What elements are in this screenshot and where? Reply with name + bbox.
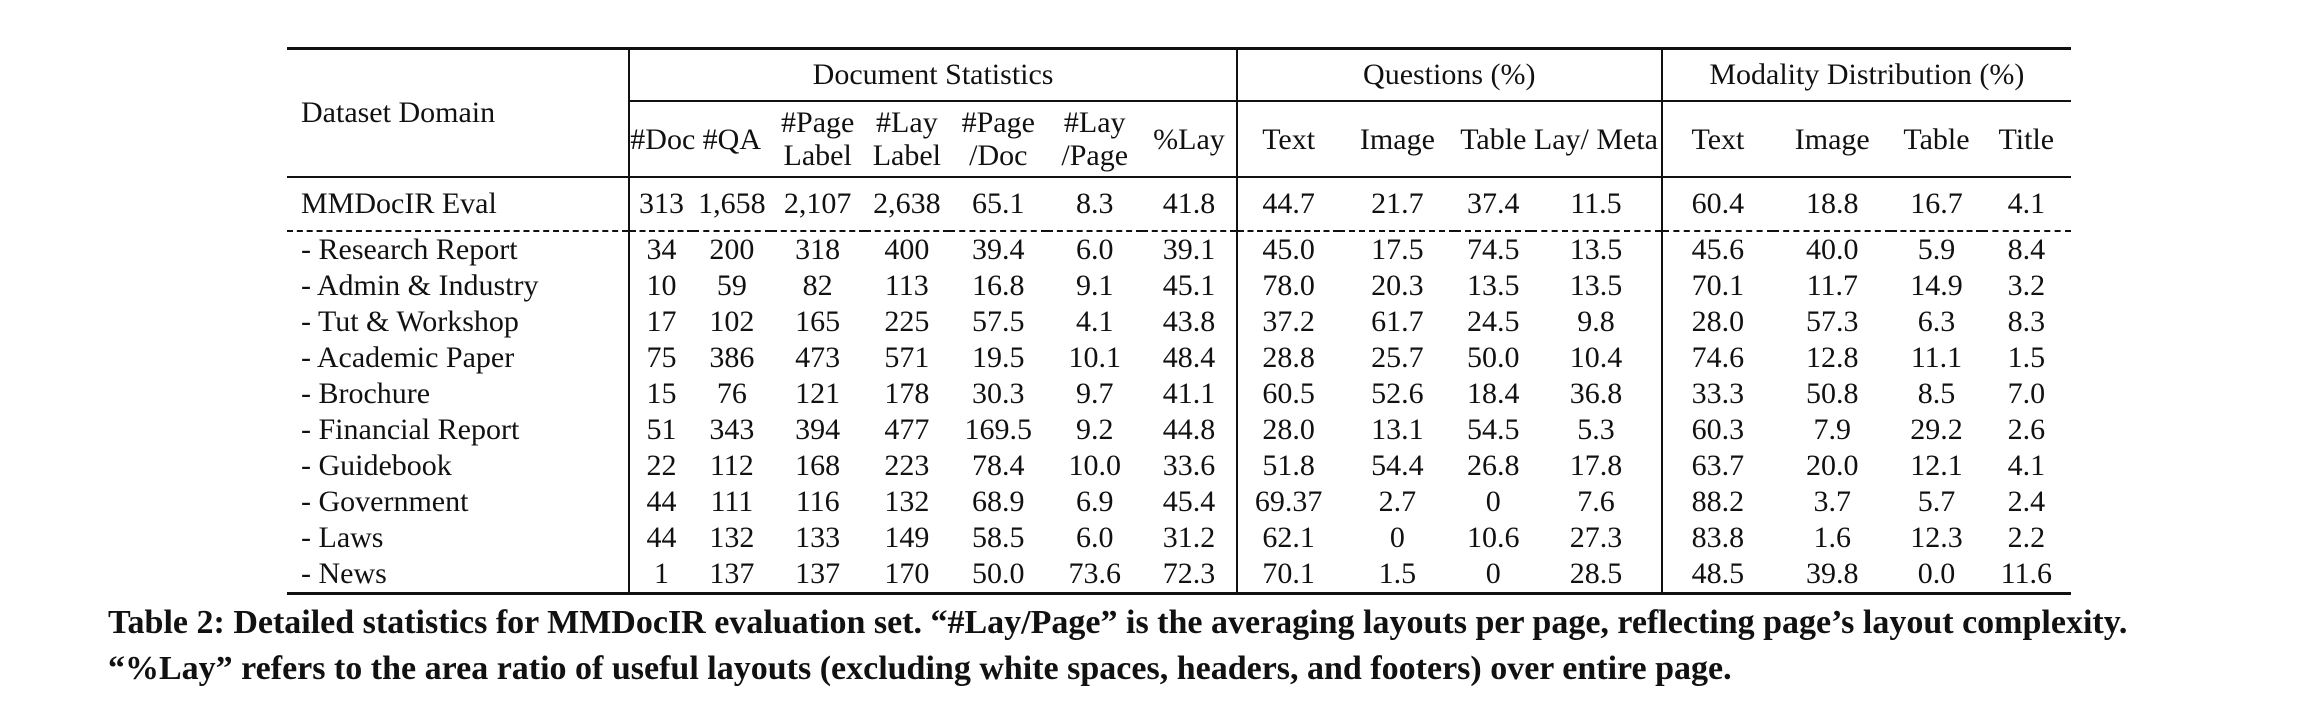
table-cell: 2,107 bbox=[771, 177, 865, 231]
table-cell: 41.1 bbox=[1142, 376, 1237, 412]
table-cell: 60.4 bbox=[1662, 177, 1773, 231]
questions-header: Questions (%) bbox=[1237, 49, 1662, 102]
table-row bbox=[287, 376, 2071, 412]
table-cell: 37.4 bbox=[1455, 177, 1531, 231]
col-header: Image bbox=[1794, 122, 1870, 156]
table-cell: 15 bbox=[646, 377, 677, 410]
table-cell: 10.4 bbox=[1531, 340, 1661, 376]
table-cell: 8.3 bbox=[2007, 305, 2046, 338]
table-cell: 12.8 bbox=[1806, 341, 1859, 374]
table-cell: 0 bbox=[1485, 485, 1501, 518]
table-cell: 2,638 bbox=[865, 177, 950, 231]
col-header: #Page Label bbox=[781, 106, 855, 172]
table-cell: 41.8 bbox=[1142, 177, 1237, 231]
table-cell: 51.8 bbox=[1262, 449, 1315, 482]
table-cell: 28.0 bbox=[1262, 413, 1315, 446]
col-header: Image bbox=[1359, 122, 1435, 156]
table-cell: 112 bbox=[709, 449, 754, 482]
table-cell: 31.2 bbox=[1142, 520, 1237, 556]
modality-distribution-header: Modality Distribution (%) bbox=[1662, 49, 2071, 102]
table-cell: 5.9 bbox=[1917, 233, 1956, 266]
table-cell: 45.6 bbox=[1691, 233, 1745, 266]
table-cell: 13.5 bbox=[1531, 231, 1661, 268]
table-cell: 37.2 bbox=[1262, 305, 1315, 338]
table-cell: 28.8 bbox=[1262, 341, 1315, 374]
table-cell: 10.6 bbox=[1467, 521, 1520, 554]
table-cell: 50.0 bbox=[1467, 341, 1520, 374]
table-cell: 39.4 bbox=[972, 233, 1025, 266]
table-cell: 78.4 bbox=[972, 449, 1025, 482]
row-domain-label: - Financial Report bbox=[287, 412, 629, 448]
table-cell: 13.5 bbox=[1531, 268, 1661, 304]
table-cell: 2.2 bbox=[2007, 521, 2046, 554]
table-cell: 29.2 bbox=[1910, 413, 1963, 446]
table-cell: 60.5 bbox=[1262, 377, 1315, 410]
table-cell: 0.0 bbox=[1891, 556, 1981, 594]
table-cell: 40.0 bbox=[1806, 233, 1859, 266]
row-domain-label: - News bbox=[287, 556, 629, 594]
table-cell: 39.1 bbox=[1142, 231, 1237, 268]
table-cell: 27.3 bbox=[1531, 520, 1661, 556]
table-cell: 45.0 bbox=[1262, 233, 1315, 266]
table-row bbox=[287, 448, 2071, 484]
table-cell: 33.6 bbox=[1142, 448, 1237, 484]
table-cell: 30.3 bbox=[972, 377, 1025, 410]
table-row bbox=[287, 231, 2071, 268]
table-cell: 8.5 bbox=[1917, 377, 1956, 410]
row-domain-label: - Government bbox=[287, 484, 629, 520]
table-cell: 11.5 bbox=[1531, 177, 1661, 231]
table-row bbox=[287, 412, 2071, 448]
table-cell: 20.3 bbox=[1371, 269, 1424, 302]
table-cell: 102 bbox=[709, 305, 755, 338]
table-cell: 45.4 bbox=[1142, 484, 1237, 520]
table-cell: 4.1 bbox=[2007, 449, 2046, 482]
table-cell: 477 bbox=[884, 413, 930, 446]
table-cell: 313 bbox=[629, 177, 693, 231]
table-cell: 17.5 bbox=[1371, 233, 1424, 266]
table-cell: 5.3 bbox=[1531, 412, 1661, 448]
table-cell: 63.7 bbox=[1691, 449, 1745, 482]
table-cell: 5.7 bbox=[1917, 485, 1956, 518]
col-header: Title bbox=[1998, 122, 2055, 156]
table-cell: 400 bbox=[884, 233, 930, 266]
table-cell: 70.1 bbox=[1237, 556, 1340, 594]
col-header: #Doc bbox=[630, 122, 696, 156]
table-cell: 11.6 bbox=[1982, 556, 2071, 594]
table-cell: 132 bbox=[709, 521, 755, 554]
table-cell: 165 bbox=[795, 305, 841, 338]
table-cell: 33.3 bbox=[1691, 377, 1745, 410]
table-row bbox=[287, 484, 2071, 520]
table-cell: 12.1 bbox=[1910, 449, 1963, 482]
table-cell: 0 bbox=[1389, 521, 1405, 554]
table-cell: 50.0 bbox=[949, 556, 1047, 594]
table-cell: 54.5 bbox=[1467, 413, 1520, 446]
table-cell: 18.4 bbox=[1467, 377, 1520, 410]
table-cell: 225 bbox=[884, 305, 930, 338]
table-cell: 58.5 bbox=[972, 521, 1025, 554]
table-cell: 137 bbox=[771, 556, 865, 594]
table-cell: 13.5 bbox=[1467, 269, 1520, 302]
table-cell: 28.0 bbox=[1691, 305, 1745, 338]
table-cell: 149 bbox=[884, 521, 930, 554]
table-cell: 75 bbox=[646, 341, 677, 374]
table-cell: 132 bbox=[884, 485, 930, 518]
table-cell: 18.8 bbox=[1773, 177, 1891, 231]
table-cell: 386 bbox=[709, 341, 755, 374]
table-cell: 74.5 bbox=[1467, 233, 1520, 266]
table-cell: 178 bbox=[884, 377, 930, 410]
table-cell: 11.1 bbox=[1910, 341, 1963, 374]
table-cell: 8.4 bbox=[2007, 233, 2046, 266]
table-cell: 83.8 bbox=[1691, 521, 1745, 554]
table-cell: 48.5 bbox=[1662, 556, 1773, 594]
table-cell: 343 bbox=[709, 413, 755, 446]
table-cell: 6.0 bbox=[1075, 521, 1114, 554]
table-cell: 318 bbox=[795, 233, 841, 266]
table-cell: 200 bbox=[709, 233, 755, 266]
table-row bbox=[287, 556, 2071, 594]
col-header: Table bbox=[1903, 122, 1970, 156]
table-cell: 137 bbox=[693, 556, 771, 594]
table-cell: 57.5 bbox=[972, 305, 1025, 338]
table-cell: 1.6 bbox=[1813, 521, 1851, 554]
table-cell: 168 bbox=[795, 449, 841, 482]
table-cell: 44 bbox=[646, 521, 677, 554]
table-cell: 10 bbox=[646, 269, 677, 302]
table-cell: 3.2 bbox=[2007, 269, 2046, 302]
table-cell: 1.5 bbox=[1339, 556, 1455, 594]
table-cell: 73.6 bbox=[1047, 556, 1142, 594]
table-cell: 20.0 bbox=[1806, 449, 1859, 482]
table-cell: 9.8 bbox=[1531, 304, 1661, 340]
table-cell: 44.7 bbox=[1237, 177, 1340, 231]
table-row bbox=[287, 340, 2071, 376]
table-cell: 39.8 bbox=[1773, 556, 1891, 594]
table-cell: 169.5 bbox=[964, 413, 1033, 446]
row-domain-label: - Admin & Industry bbox=[287, 268, 629, 304]
table-cell: 133 bbox=[795, 521, 841, 554]
table-cell: 2.4 bbox=[2007, 485, 2046, 518]
table-cell: 8.3 bbox=[1047, 177, 1142, 231]
table-cell: 43.8 bbox=[1142, 304, 1237, 340]
table-cell: 1,658 bbox=[693, 177, 771, 231]
row-domain-label: - Tut & Workshop bbox=[287, 304, 629, 340]
table-cell: 1.5 bbox=[2007, 341, 2046, 374]
table-cell: 28.5 bbox=[1531, 556, 1661, 594]
table-cell: 10.1 bbox=[1068, 341, 1121, 374]
row-domain-label: MMDocIR Eval bbox=[287, 177, 629, 231]
col-header: Table bbox=[1460, 122, 1527, 156]
col-header: #Lay Label bbox=[872, 106, 942, 172]
col-header: #QA bbox=[702, 122, 762, 156]
table-cell: 82 bbox=[802, 269, 833, 302]
table-cell: 9.2 bbox=[1075, 413, 1114, 446]
table-cell: 6.0 bbox=[1075, 233, 1114, 266]
col-header: #Lay /Page bbox=[1061, 106, 1129, 172]
table-cell: 19.5 bbox=[972, 341, 1025, 374]
col-header: Text bbox=[1262, 122, 1316, 156]
table-cell: 3.7 bbox=[1813, 485, 1851, 518]
table-cell: 50.8 bbox=[1806, 377, 1859, 410]
col-header: Lay/ Meta bbox=[1531, 101, 1661, 177]
table-cell: 7.0 bbox=[2007, 377, 2046, 410]
table-cell: 25.7 bbox=[1371, 341, 1424, 374]
table-cell: 57.3 bbox=[1806, 305, 1859, 338]
table-cell: 6.3 bbox=[1917, 305, 1956, 338]
table-cell: 10.0 bbox=[1068, 449, 1121, 482]
table-cell: 16.7 bbox=[1891, 177, 1981, 231]
table-cell: 51 bbox=[646, 413, 677, 446]
table-row bbox=[287, 268, 2071, 304]
row-domain-label: - Research Report bbox=[287, 231, 629, 268]
table-cell: 62.1 bbox=[1262, 521, 1315, 554]
col-header: Text bbox=[1691, 122, 1745, 156]
table-cell: 22 bbox=[646, 449, 677, 482]
table-cell: 36.8 bbox=[1531, 376, 1661, 412]
table-cell: 65.1 bbox=[949, 177, 1047, 231]
col-header: %Lay bbox=[1142, 101, 1237, 177]
table-cell: 11.7 bbox=[1806, 269, 1858, 302]
table-caption: Table 2: Detailed statistics for MMDocIR evaluation set. “#Lay/Page” is the averaging layouts per page, reflecting page’s layout complexity. “%Lay” refers to the area ratio of useful layouts (excluding white spaces, headers, and footers) over entire page. bbox=[108, 604, 2128, 687]
table-cell: 70.1 bbox=[1691, 269, 1745, 302]
dataset-domain-header: Dataset Domain bbox=[287, 49, 629, 178]
table-cell: 113 bbox=[884, 269, 929, 302]
table-cell: 24.5 bbox=[1467, 305, 1520, 338]
table-cell: 4.1 bbox=[1075, 305, 1114, 338]
row-domain-label: - Guidebook bbox=[287, 448, 629, 484]
table-cell: 0 bbox=[1455, 556, 1531, 594]
table-row bbox=[287, 520, 2071, 556]
table-cell: 571 bbox=[884, 341, 930, 374]
table-cell: 7.9 bbox=[1813, 413, 1851, 446]
row-domain-label: - Academic Paper bbox=[287, 340, 629, 376]
table-cell: 223 bbox=[884, 449, 930, 482]
table-cell: 16.8 bbox=[972, 269, 1025, 302]
table-cell: 68.9 bbox=[972, 485, 1025, 518]
table-cell: 60.3 bbox=[1691, 413, 1745, 446]
col-header: #Page /Doc bbox=[961, 106, 1035, 172]
table-cell: 12.3 bbox=[1910, 521, 1963, 554]
table-cell: 54.4 bbox=[1371, 449, 1424, 482]
table-cell: 111 bbox=[710, 485, 754, 518]
table-cell: 59 bbox=[716, 269, 747, 302]
table-cell: 473 bbox=[795, 341, 841, 374]
table-cell: 69.37 bbox=[1254, 485, 1323, 518]
table-cell: 2.6 bbox=[2007, 413, 2046, 446]
table-cell: 116 bbox=[795, 485, 840, 518]
row-domain-label: - Laws bbox=[287, 520, 629, 556]
table-cell: 14.9 bbox=[1910, 269, 1963, 302]
domain-rows bbox=[287, 231, 2071, 594]
eval-summary-row bbox=[287, 177, 2071, 231]
table-cell: 21.7 bbox=[1339, 177, 1455, 231]
group-header-row bbox=[287, 49, 2071, 102]
table-cell: 45.1 bbox=[1142, 268, 1237, 304]
table-cell: 6.9 bbox=[1075, 485, 1114, 518]
table-cell: 61.7 bbox=[1371, 305, 1424, 338]
table-cell: 52.6 bbox=[1371, 377, 1424, 410]
table-cell: 9.7 bbox=[1075, 377, 1114, 410]
table-cell: 9.1 bbox=[1075, 269, 1114, 302]
table-cell: 48.4 bbox=[1142, 340, 1237, 376]
table-cell: 78.0 bbox=[1262, 269, 1315, 302]
table-row bbox=[287, 304, 2071, 340]
table-cell: 1 bbox=[629, 556, 693, 594]
table-cell: 17.8 bbox=[1531, 448, 1661, 484]
table-cell: 74.6 bbox=[1691, 341, 1745, 374]
table-cell: 88.2 bbox=[1691, 485, 1745, 518]
table-cell: 4.1 bbox=[1982, 177, 2071, 231]
table-cell: 44 bbox=[646, 485, 677, 518]
table-cell: 7.6 bbox=[1531, 484, 1661, 520]
table-cell: 394 bbox=[795, 413, 841, 446]
table-cell: 26.8 bbox=[1467, 449, 1520, 482]
table-cell: 17 bbox=[646, 305, 677, 338]
table-cell: 13.1 bbox=[1371, 413, 1424, 446]
row-domain-label: - Brochure bbox=[287, 376, 629, 412]
table-cell: 44.8 bbox=[1142, 412, 1237, 448]
table-cell: 72.3 bbox=[1142, 556, 1237, 594]
table-cell: 34 bbox=[646, 233, 677, 266]
table-cell: 2.7 bbox=[1378, 485, 1417, 518]
table-cell: 170 bbox=[865, 556, 950, 594]
statistics-table bbox=[287, 47, 2071, 595]
table-cell: 121 bbox=[795, 377, 841, 410]
table-cell: 76 bbox=[716, 377, 747, 410]
document-statistics-header: Document Statistics bbox=[629, 49, 1237, 102]
